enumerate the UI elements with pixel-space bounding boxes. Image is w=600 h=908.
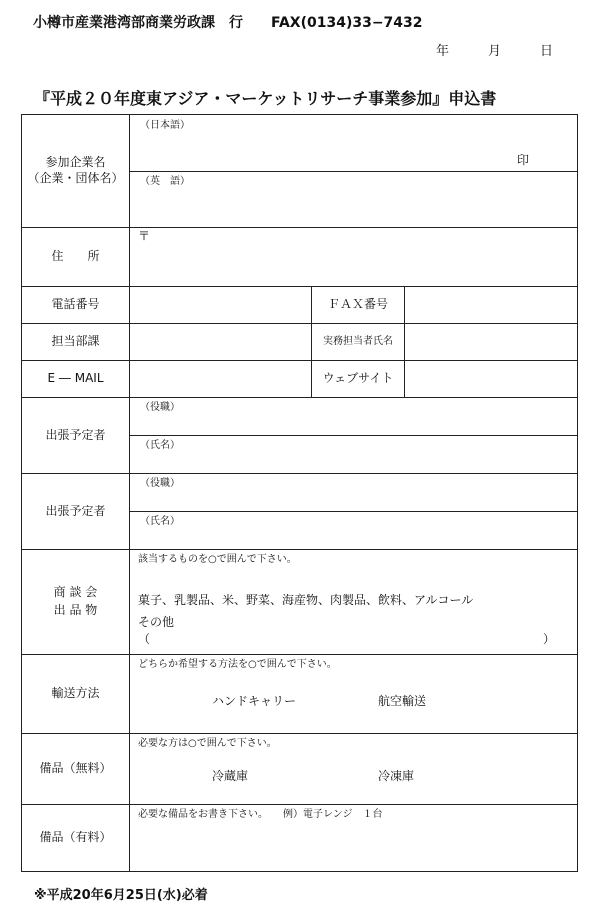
exhibits-label-cell: [22, 550, 130, 655]
department-input[interactable]: [130, 324, 312, 361]
company-input-cell[interactable]: [130, 115, 578, 228]
seal-mark: 印: [517, 153, 530, 167]
transport-label: 輸送方法: [22, 655, 130, 734]
department-label: 担当部課: [22, 324, 130, 361]
phone-input[interactable]: [130, 287, 312, 324]
transport-hand-carry[interactable]: ハンドキャリー: [212, 694, 297, 708]
traveler1-input-cell[interactable]: [130, 398, 578, 474]
address-label: 住 所: [22, 228, 130, 287]
equipment-refrigerator[interactable]: 冷蔵庫: [212, 769, 249, 783]
form-title: 『平成２０年度東アジア・マーケットリサーチ事業参加』申込書: [34, 89, 497, 108]
fax-label: ＦＡＸ番号: [312, 287, 405, 324]
equipment-freezer[interactable]: 冷凍庫: [378, 769, 415, 783]
transport-air[interactable]: 航空輸送: [378, 694, 427, 708]
postal-mark: 〒: [138, 229, 151, 243]
website-label: ウェブサイト: [312, 361, 405, 398]
deadline-footer: ※平成20年6月25日(水)必着: [34, 888, 208, 903]
exhibits-options[interactable]: 菓子、乳製品、米、野菜、海産物、肉製品、飲料、アルコール: [138, 593, 474, 607]
exhibits-label-line1: 商 談 会: [53, 585, 98, 600]
equipment-free-label: 備品（無料）: [22, 734, 130, 805]
equipment-paid-label: 備品（有料）: [22, 805, 130, 872]
traveler2-role-sub: （役職）: [140, 478, 180, 489]
equipment-paid-input-cell[interactable]: [130, 805, 578, 872]
email-label: E ― MAIL: [22, 361, 130, 398]
transport-instruction: どちらか希望する方法を○で囲んで下さい。: [138, 659, 337, 670]
exhibits-options-cell[interactable]: [130, 550, 578, 655]
traveler2-label: 出張予定者: [22, 474, 130, 550]
company-label-cell: [22, 115, 130, 228]
date-month: 月: [488, 44, 502, 59]
exhibits-paren-open: （: [138, 632, 151, 646]
application-form-table: [21, 114, 578, 872]
website-input[interactable]: [405, 361, 578, 398]
company-label-line2: （企業・団体名）: [27, 171, 124, 185]
transport-options-cell[interactable]: [130, 655, 578, 734]
traveler1-role-sub: （役職）: [140, 402, 180, 413]
equipment-free-options-cell[interactable]: [130, 734, 578, 805]
recipient-header: 小樽市産業港湾部商業労政課 行 FAX(0134)33−7432: [33, 15, 423, 31]
company-jp-sub: （日本語）: [140, 120, 190, 131]
exhibits-instruction: 該当するものを○で囲んで下さい。: [138, 554, 297, 565]
address-input-cell[interactable]: [130, 228, 578, 287]
company-label-line1: 参加企業名: [45, 155, 106, 170]
phone-label: 電話番号: [22, 287, 130, 324]
date-year: 年: [436, 44, 450, 59]
exhibits-paren-close: ）: [543, 632, 556, 646]
date-day: 日: [540, 44, 554, 59]
equipment-free-instruction: 必要な方は○で囲んで下さい。: [138, 738, 277, 749]
traveler2-name-sub: （氏名）: [140, 516, 180, 527]
staff-name-label: 実務担当者氏名: [312, 324, 405, 361]
company-en-sub: （英 語）: [140, 176, 190, 187]
exhibits-other-label: その他: [138, 615, 175, 629]
fax-input[interactable]: [405, 287, 578, 324]
traveler2-input-cell[interactable]: [130, 474, 578, 550]
traveler1-label: 出張予定者: [22, 398, 130, 474]
traveler1-name-sub: （氏名）: [140, 440, 180, 451]
exhibits-label-line2: 出 品 物: [53, 603, 98, 617]
email-input[interactable]: [130, 361, 312, 398]
equipment-paid-instruction: 必要な備品をお書き下さい。 例）電子レンジ １台: [138, 809, 383, 820]
staff-name-input[interactable]: [405, 324, 578, 361]
